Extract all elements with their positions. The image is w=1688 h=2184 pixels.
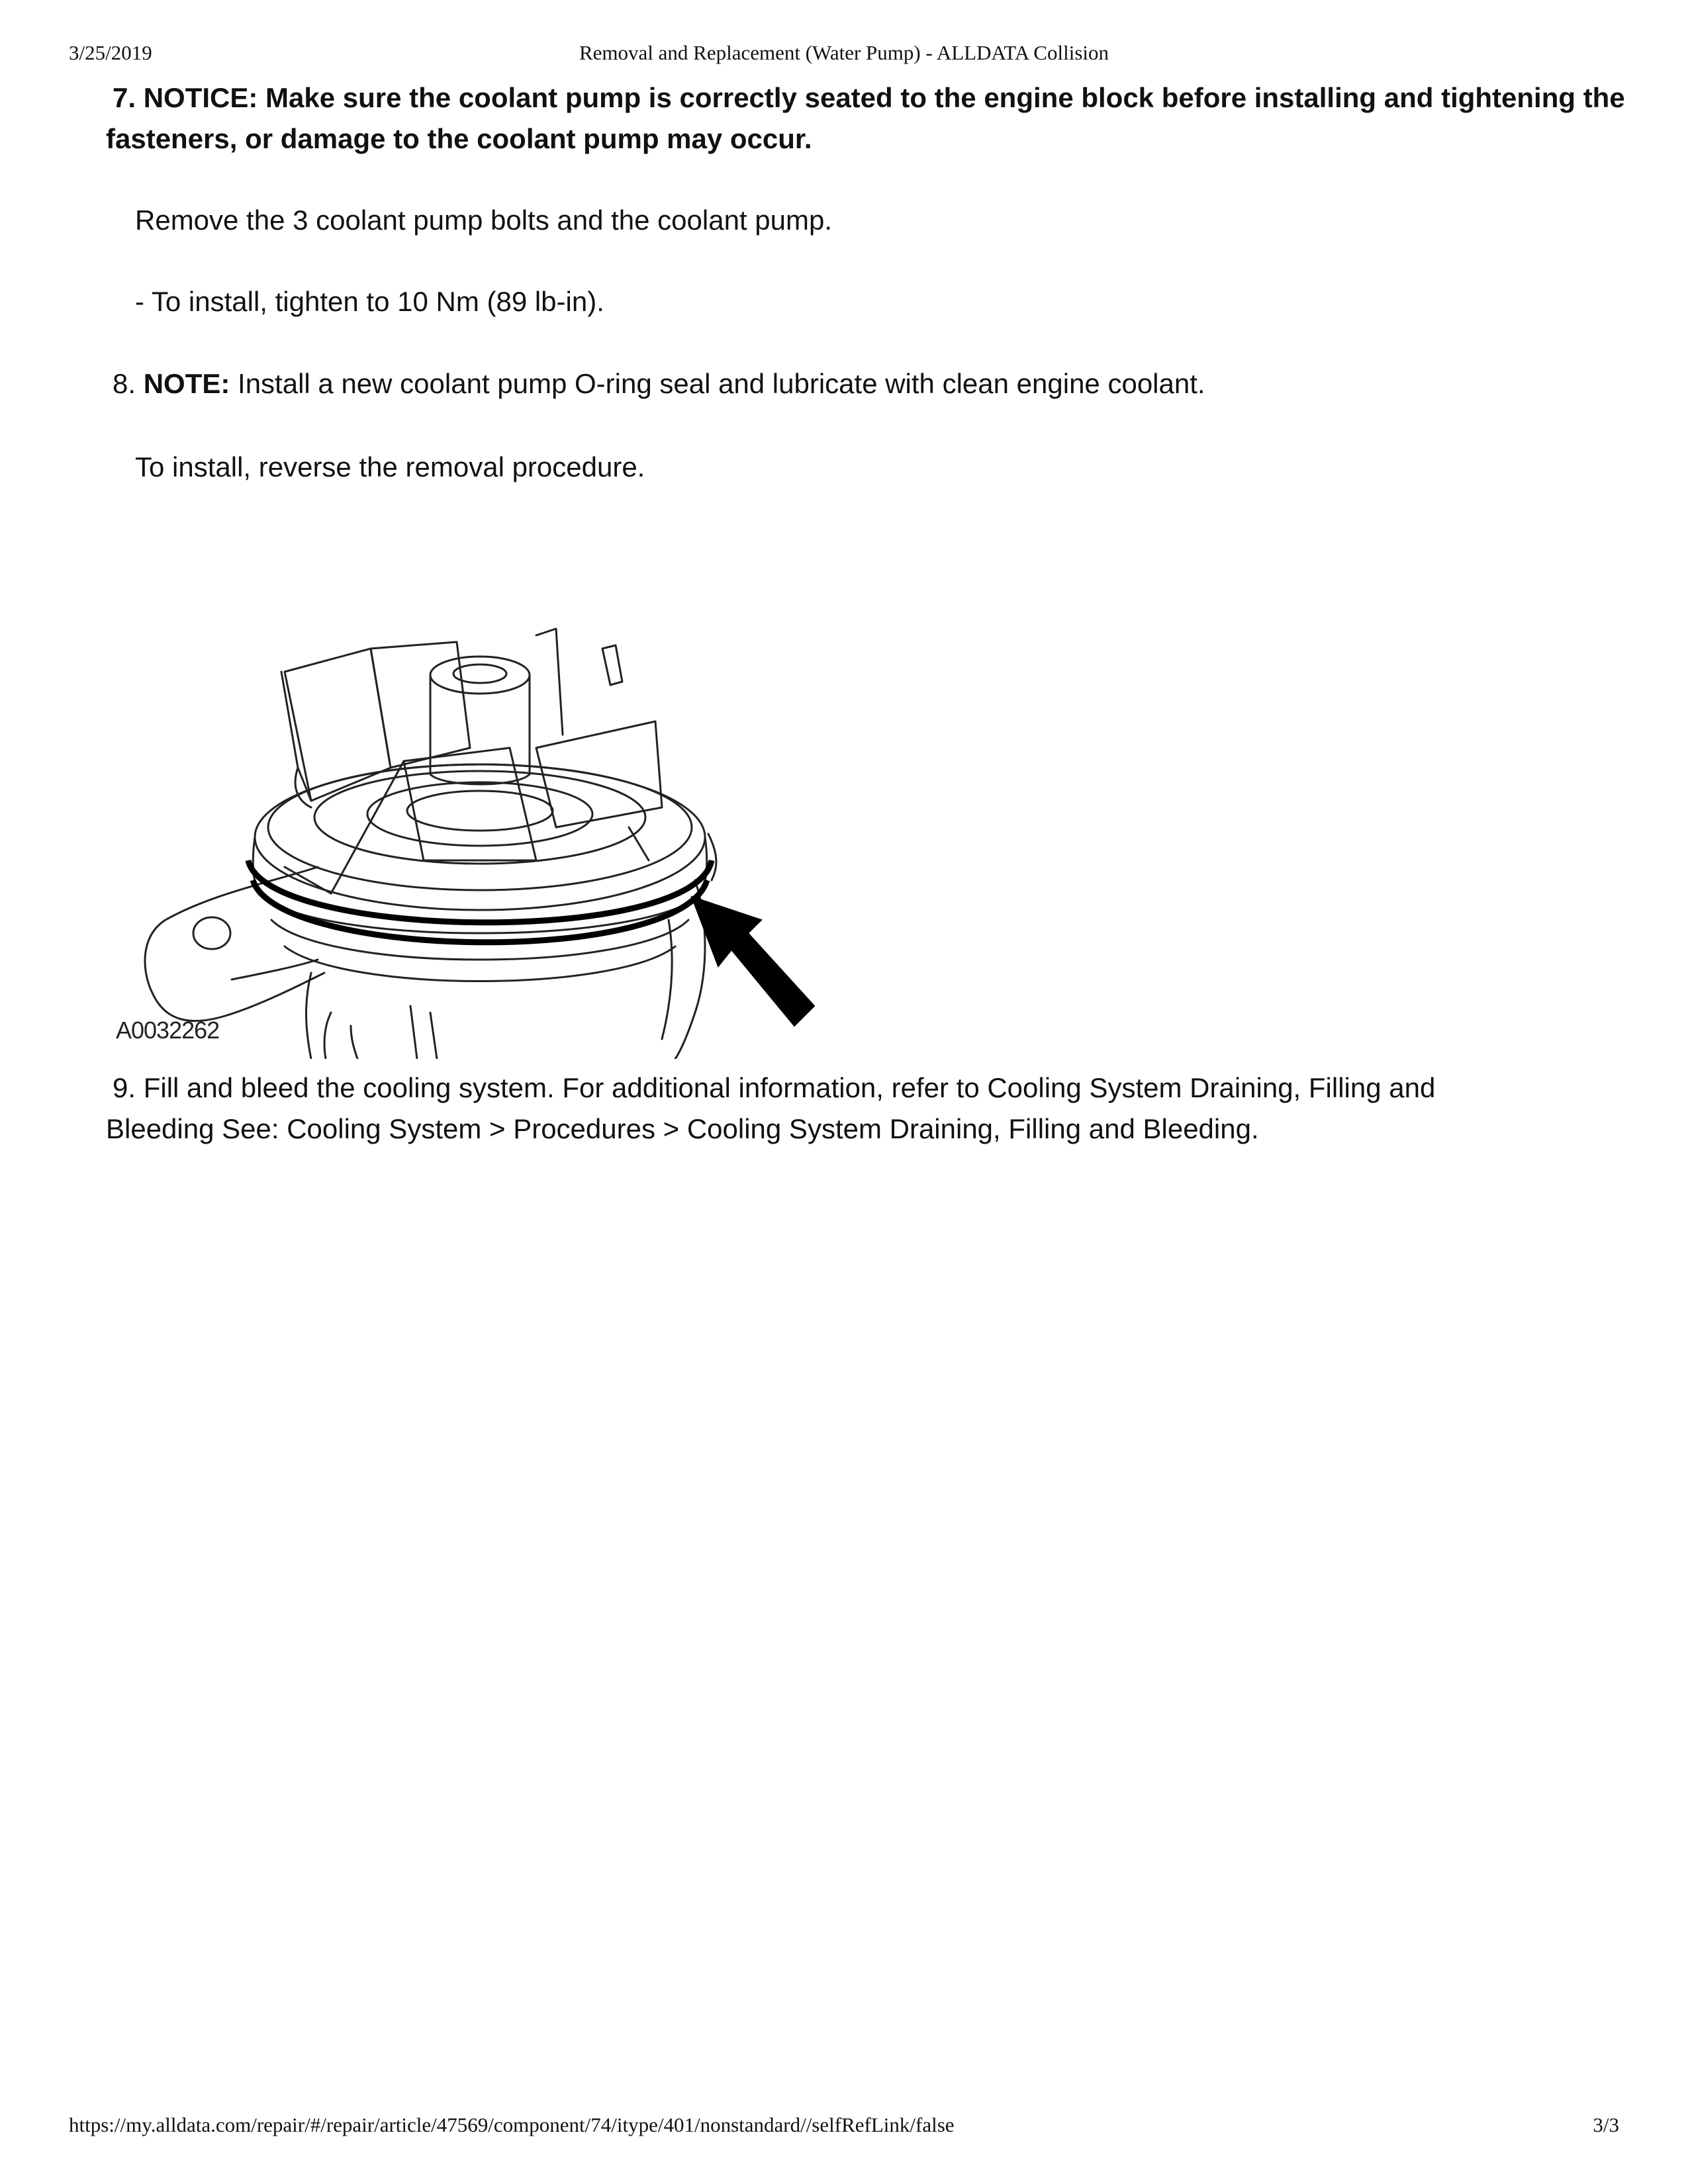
page-url: https://my.alldata.com/repair/#/repair/article/47569/component/74/itype/401/nonstandard//selfRefLink/false [69, 2113, 955, 2136]
step-9-text-line1: Fill and bleed the cooling system. For additional information, refer to Cooling System Draining, Filling and [143, 1072, 1436, 1103]
print-date: 3/25/2019 [69, 41, 152, 64]
page-number: 3/3 [1593, 2113, 1619, 2136]
coolant-pump-icon [113, 549, 841, 1059]
page-title: Removal and Replacement (Water Pump) - ALLDATA Collision [579, 41, 1109, 64]
step-8-note-label: NOTE: [143, 368, 230, 399]
step-8-instruction: To install, reverse the removal procedure. [135, 451, 645, 482]
step-9-line2: Bleeding See: Cooling System > Procedures > Cooling System Draining, Filling and Bleeding. [106, 1113, 1259, 1144]
step-7-notice-line1: NOTICE: Make sure the coolant pump is correctly seated to the engine block before installing and tightening the [143, 82, 1625, 113]
step-7-torque-bullet: - To install, tighten to 10 Nm (89 lb-in). [135, 286, 604, 317]
figure-id-label: A0032262 [116, 1017, 220, 1044]
step-8-note [106, 363, 1602, 404]
step-7-notice-line2: fasteners, or damage to the coolant pump may occur. [106, 123, 812, 154]
step-7-number: 7. [113, 82, 136, 113]
step-7-instruction: Remove the 3 coolant pump bolts and the coolant pump. [135, 205, 832, 236]
step-7-notice [106, 77, 1625, 118]
step-8-number: 8. [113, 368, 136, 399]
coolant-pump-oring-illustration [113, 549, 841, 1059]
step-9-line1 [106, 1068, 1602, 1109]
step-8-note-text: Install a new coolant pump O-ring seal and lubricate with clean engine coolant. [230, 368, 1205, 399]
step-9-number: 9. [113, 1072, 136, 1103]
